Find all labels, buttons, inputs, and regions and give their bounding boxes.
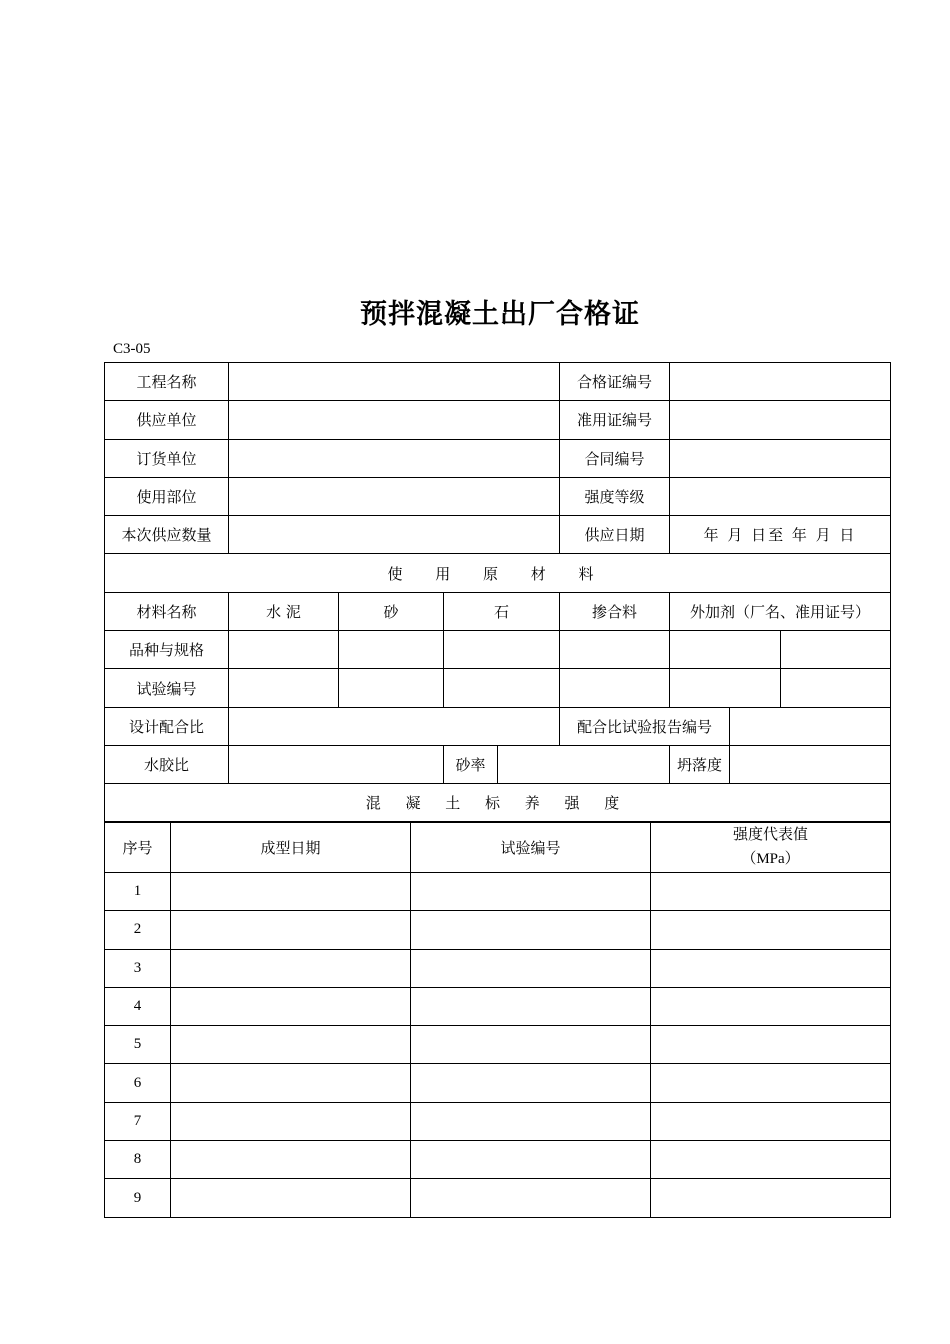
field-rep-value[interactable]	[651, 873, 891, 911]
label-design-ratio: 设计配合比	[105, 707, 229, 745]
section-strength-title: 混 凝 土 标 养 强 度	[105, 784, 891, 822]
row-water-binder	[105, 745, 891, 783]
label-sand: 砂	[339, 592, 444, 630]
field-spec-stone[interactable]	[444, 631, 560, 669]
field-rep-value[interactable]	[651, 1179, 891, 1217]
field-test-stone[interactable]	[444, 669, 560, 707]
field-spec-additive-1[interactable]	[670, 631, 781, 669]
field-rep-value[interactable]	[651, 1064, 891, 1102]
field-supply-quantity[interactable]	[229, 516, 560, 554]
field-test-no[interactable]	[411, 1026, 651, 1064]
field-test-additive-1[interactable]	[670, 669, 781, 707]
table-row	[105, 987, 891, 1025]
header-rep-value-unit: （MPa）	[741, 851, 800, 867]
row-seq: 2	[105, 911, 171, 949]
table-row	[105, 1102, 891, 1140]
label-strength-grade: 强度等级	[560, 477, 670, 515]
field-ordering-unit[interactable]	[229, 439, 560, 477]
label-cement: 水 泥	[229, 592, 339, 630]
field-supply-date[interactable]: 年 月 日至 年 月 日	[670, 516, 891, 554]
field-molding-date[interactable]	[171, 1026, 411, 1064]
label-certificate-no: 合格证编号	[560, 363, 670, 401]
field-slump[interactable]	[730, 745, 891, 783]
field-rep-value[interactable]	[651, 1026, 891, 1064]
field-usage-part[interactable]	[229, 477, 560, 515]
row-spec	[105, 631, 891, 669]
row-seq: 9	[105, 1179, 171, 1217]
field-design-ratio[interactable]	[229, 707, 560, 745]
label-report-no: 配合比试验报告编号	[560, 707, 730, 745]
header-molding-date: 成型日期	[171, 822, 411, 873]
field-rep-value[interactable]	[651, 949, 891, 987]
label-sand-ratio: 砂率	[444, 745, 498, 783]
field-supplier[interactable]	[229, 401, 560, 439]
field-molding-date[interactable]	[171, 1064, 411, 1102]
label-contract-no: 合同编号	[560, 439, 670, 477]
field-certificate-no[interactable]	[670, 363, 891, 401]
field-spec-cement[interactable]	[229, 631, 339, 669]
field-spec-admixture[interactable]	[560, 631, 670, 669]
strength-table	[104, 821, 891, 1218]
field-test-no[interactable]	[411, 1179, 651, 1217]
row-strength-title	[105, 784, 891, 822]
label-water-binder: 水胶比	[105, 745, 229, 783]
section-materials-title: 使 用 原 材 料	[105, 554, 891, 592]
label-spec: 品种与规格	[105, 631, 229, 669]
field-water-binder[interactable]	[229, 745, 444, 783]
row-seq: 6	[105, 1064, 171, 1102]
row-quantity	[105, 516, 891, 554]
field-molding-date[interactable]	[171, 1179, 411, 1217]
field-molding-date[interactable]	[171, 873, 411, 911]
label-ordering-unit: 订货单位	[105, 439, 229, 477]
row-seq: 5	[105, 1026, 171, 1064]
label-stone: 石	[444, 592, 560, 630]
strength-header-row	[105, 822, 891, 873]
row-supplier	[105, 401, 891, 439]
field-test-no[interactable]	[411, 949, 651, 987]
header-rep-value-label: 强度代表值	[732, 825, 808, 843]
table-row	[105, 1026, 891, 1064]
row-ordering	[105, 439, 891, 477]
field-test-no[interactable]	[411, 987, 651, 1025]
field-rep-value[interactable]	[651, 987, 891, 1025]
field-test-sand[interactable]	[339, 669, 444, 707]
field-contract-no[interactable]	[670, 439, 891, 477]
row-material-names	[105, 592, 891, 630]
row-seq: 8	[105, 1141, 171, 1179]
row-materials-title	[105, 554, 891, 592]
field-test-additive-2[interactable]	[781, 669, 891, 707]
field-project-name[interactable]	[229, 363, 560, 401]
row-design-ratio	[105, 707, 891, 745]
page-title: 预拌混凝土出厂合格证	[360, 299, 640, 330]
label-supplier: 供应单位	[105, 401, 229, 439]
row-test-no	[105, 669, 891, 707]
field-spec-sand[interactable]	[339, 631, 444, 669]
field-test-no[interactable]	[411, 1064, 651, 1102]
field-molding-date[interactable]	[171, 1141, 411, 1179]
header-seq: 序号	[105, 822, 171, 873]
row-seq: 7	[105, 1102, 171, 1140]
label-material-test-no: 试验编号	[105, 669, 229, 707]
field-molding-date[interactable]	[171, 1102, 411, 1140]
table-row	[105, 1141, 891, 1179]
field-test-no[interactable]	[411, 873, 651, 911]
label-material-name: 材料名称	[105, 592, 229, 630]
table-row	[105, 873, 891, 911]
field-spec-additive-2[interactable]	[781, 631, 891, 669]
table-row	[105, 949, 891, 987]
row-seq: 1	[105, 873, 171, 911]
label-usage-part: 使用部位	[105, 477, 229, 515]
field-rep-value[interactable]	[651, 911, 891, 949]
label-supply-quantity: 本次供应数量	[105, 516, 229, 554]
table-row	[105, 1064, 891, 1102]
row-seq: 3	[105, 949, 171, 987]
table-row	[105, 1179, 891, 1217]
field-sand-ratio[interactable]	[498, 745, 670, 783]
label-supply-date: 供应日期	[560, 516, 670, 554]
row-project	[105, 363, 891, 401]
row-seq: 4	[105, 987, 171, 1025]
field-rep-value[interactable]	[651, 1141, 891, 1179]
row-usage	[105, 477, 891, 515]
label-admixture: 掺合料	[560, 592, 670, 630]
field-molding-date[interactable]	[171, 949, 411, 987]
field-molding-date[interactable]	[171, 987, 411, 1025]
field-test-no[interactable]	[411, 1141, 651, 1179]
label-permit-no: 准用证编号	[560, 401, 670, 439]
header-test-no: 试验编号	[411, 822, 651, 873]
field-permit-no[interactable]	[670, 401, 891, 439]
field-test-no[interactable]	[411, 1102, 651, 1140]
table-row	[105, 911, 891, 949]
form-code: C3-05	[113, 341, 151, 357]
certificate-info-table	[104, 362, 891, 823]
field-test-admixture[interactable]	[560, 669, 670, 707]
field-test-no[interactable]	[411, 911, 651, 949]
field-strength-grade[interactable]	[670, 477, 891, 515]
header-rep-value	[651, 822, 891, 873]
label-project-name: 工程名称	[105, 363, 229, 401]
label-additive: 外加剂（厂名、准用证号）	[670, 592, 891, 630]
label-slump: 坍落度	[670, 745, 730, 783]
field-report-no[interactable]	[730, 707, 891, 745]
field-rep-value[interactable]	[651, 1102, 891, 1140]
field-molding-date[interactable]	[171, 911, 411, 949]
field-test-cement[interactable]	[229, 669, 339, 707]
